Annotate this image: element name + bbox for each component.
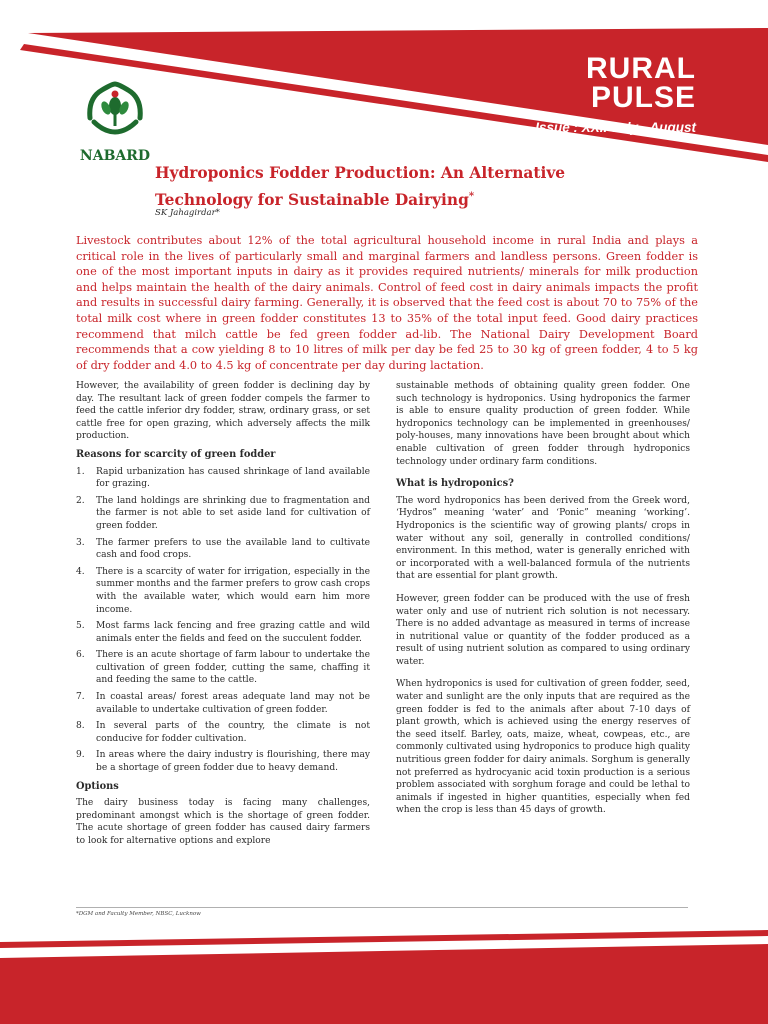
logo-text: NABARD (79, 148, 151, 164)
options-paragraph: The dairy business today is facing many challenges, predominant amongst which is the shortage of green fodder. The acute shortage of green fodder has caused dairy farmers to look for alternative options and explore (76, 798, 370, 846)
right-column (396, 380, 690, 827)
options-heading: Options (76, 780, 119, 792)
list-item: 7. In coastal areas/ forest areas adequate land may not be available to undertake cultivation of green fodder. (76, 692, 370, 715)
scarcity-heading: Reasons for scarcity of green fodder (76, 448, 276, 460)
masthead (535, 54, 696, 135)
nabard-emblem-icon (80, 80, 150, 146)
right-paragraph-4: When hydroponics is used for cultivation of green fodder, seed, water and sunlight are the only inputs that are required as the green fodder is fed to the animals after about 7-10 days of plant growth, which is achieved using the energy reserves of the seed itself. Barley, oats, maize, wheat, cowpeas, etc., are commonly cultivated using hydroponics to produce high quality nutritious green fodder for dairy animals. Sorghum is generally not preferred as hydrocyanic acid toxin production is a serious problem associated with sorghum forage and could be lethal to animals if ingested in higher quantities, especially when fed when the crop is less than 45 days of growth. (396, 679, 690, 816)
list-item: 9. In areas where the dairy industry is flourishing, there may be a shortage of green fodder due to heavy demand. (76, 750, 370, 774)
list-item: 1. Rapid urbanization has caused shrinkage of land available for grazing. (76, 466, 370, 490)
list-item: 3. The farmer prefers to use the available land to cultivate cash and food crops. (76, 537, 370, 561)
list-item: 2. The land holdings are shrinking due to fragmentation and the farmer is not able to set aside land for cultivation of green fodder. (76, 495, 370, 531)
list-item: 6. There is an acute shortage of farm labour to undertake the cultivation of green fodder, cutting the same, chaffing it and feeding the same to the cattle. (76, 650, 370, 686)
article-title-mark: * (468, 191, 475, 202)
list-item: 5. Most farms lack fencing and free grazing cattle and wild animals enter the fields and feed on the succulent fodder. (76, 621, 370, 644)
footnote-divider (76, 907, 688, 908)
author-byline: SK Jahagirdar* (155, 208, 220, 218)
right-paragraph-2: The word hydroponics has been derived from the Greek word, ‘Hydros” meaning ‘water’ and ‘Ponic” meaning ‘working’. Hydroponics is the scientific way of growing plants/ crops in water without any soil, generally in controlled conditions/ environment. In this method, water is generally enriched with or incorporated with a well-balanced formula of the nutrients that are essential for plant growth. (396, 495, 690, 582)
footer-banner (0, 900, 768, 1024)
lede-paragraph: Livestock contributes about 12% of the total agricultural household income in rural India and plays a critical role in the lives of particularly small and marginal farmers and landless persons. Green fodder is one of the most important inputs in dairy as it provides required nutrients/ minerals for milk production and helps maintain the health of the dairy animals. Control of feed cost in dairy animals impacts the profit and results in successful dairy farming. Generally, it is observed that the feed cost is about 70 to 75% of the total milk cost where in green fodder constitutes 13 to 35% of the total input feed. Good dairy practices recommend that milch cattle be fed green fodder ad-lib. The National Dairy Development Board recommends that a cow yielding 8 to 10 litres of milk per day be fed 25 to 30 kg of green fodder, 4 to 5 kg of dry fodder and 4.0 to 4.5 kg of concentrate per day during lactation. (76, 234, 698, 372)
masthead-issue: Issue : XXII July - August (535, 120, 696, 135)
article-title-line2: Technology for Sustainable Dairying (155, 191, 469, 210)
masthead-title-line1: RURAL (586, 52, 696, 85)
article-title (155, 162, 655, 212)
list-item: 8. In several parts of the country, the climate is not conducive for fodder cultivation. (76, 721, 370, 744)
what-is-hydroponics-heading: What is hydroponics? (396, 478, 514, 490)
footnote: *DGM and Faculty Member, NBSC, Lucknow (76, 911, 201, 917)
nabard-logo (70, 80, 160, 164)
right-paragraph-3: However, green fodder can be produced with the use of fresh water only and use of nutrient rich solution is not necessary. There is no added advantage as measured in terms of increase in nutritional value or quantity of the fodder produced as a result of using nutrient solution as compared to using ordinary water. (396, 593, 690, 667)
left-column (76, 380, 370, 854)
masthead-title-line2: PULSE (590, 81, 696, 114)
article-title-line1: Hydroponics Fodder Production: An Alternative (155, 164, 566, 182)
right-paragraph-1: sustainable methods of obtaining quality green fodder. One such technology is hydroponics. Using hydroponics the farmer is able to ensure quality production of green fodder. While hydroponics technology can be implemented in greenhouses/ poly-houses, many innovations have been brought about which enable cultivation of green fodder through hydroponics technology under ordinary farm conditions. (396, 381, 690, 467)
scarcity-reasons-list (76, 466, 370, 775)
list-item: 4. There is a scarcity of water for irrigation, especially in the summer months and the farmer prefers to grow cash crops with the available water, which would earn him more income. (76, 566, 370, 615)
left-intro-paragraph: However, the availability of green fodder is declining day by day. The resultant lack of green fodder compels the farmer to feed the cattle inferior dry fodder, straw, ordinary grass, or set cattle free for open grazing, which adversely affects the milk production. (76, 381, 370, 442)
